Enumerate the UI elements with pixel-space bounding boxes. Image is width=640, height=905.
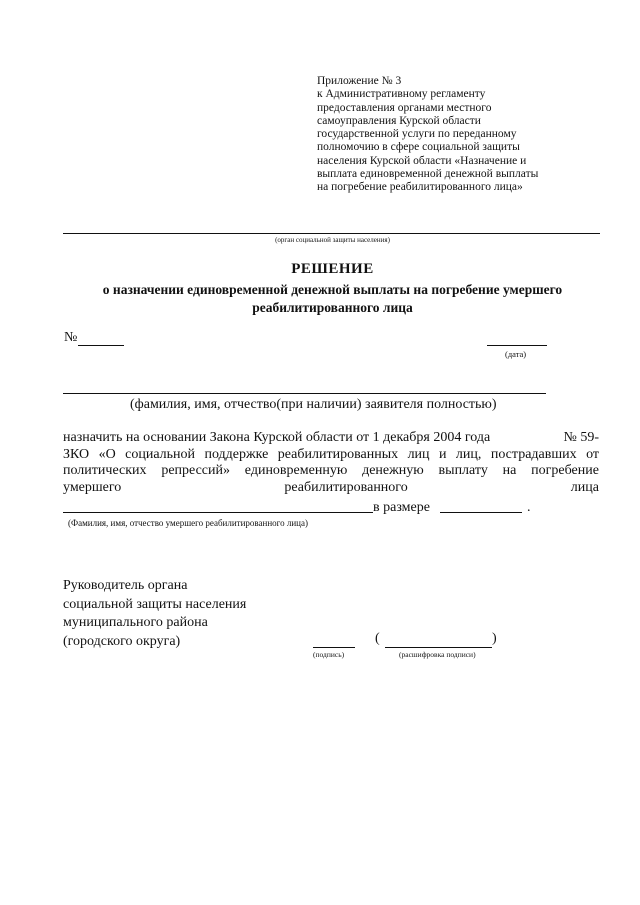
organ-caption: (орган социальной защиты населения) [275,236,390,244]
body-word: лица [570,479,599,495]
body-line-1 [63,430,599,447]
body-word: лиц [407,446,430,462]
body-word: умершего [63,479,122,495]
body-line-3 [63,463,599,480]
signature-field-line [313,647,355,648]
body-word: и [438,446,447,462]
body-word: денежную [362,463,424,478]
appendix-line: выплата единовременной денежной выплаты [317,168,539,181]
subtitle-line: о назначении единовременной денежной выплаты на погребение умершего [102,282,563,297]
number-field-line [78,345,124,346]
date-field-line [487,345,547,346]
appendix-line: Приложение № 3 [317,75,402,87]
body-word: от [586,446,599,462]
body-word: реабилитированного [284,479,408,495]
appendix-line: к Административному регламенту [317,88,486,101]
appendix-line: на погребение реабилитированного лица» [317,181,523,194]
organ-field-line [63,233,600,234]
signature-caption: (подпись) [313,650,345,659]
head-title-line: муниципального района [63,615,208,630]
head-title-line: социальной защиты населения [63,596,247,612]
body-line-4 [63,480,599,497]
body-word: на [502,463,517,478]
decode-paren-open: ( [375,631,380,646]
appendix-block [317,75,617,195]
document-subtitle [60,281,605,317]
amount-period: . [527,500,531,515]
body-word: пострадавших [490,446,577,462]
applicant-field-line [63,393,546,394]
body-word: «О [98,446,116,462]
head-title-line: Руководитель органа [63,578,188,593]
body-word: репрессий» [161,463,230,478]
appendix-line: государственной услуги по переданному [317,128,517,141]
body-word: политических [63,463,147,478]
body-word: реабилитированных [277,446,399,462]
head-title [63,577,246,651]
amount-label: в размере [373,500,430,515]
decode-field-line [385,647,492,648]
appendix-line: полномочию в сфере социальной защиты [317,141,520,154]
deceased-field-line [63,512,373,513]
body-word: единовременную [244,463,348,478]
appendix-line: населения Курской области «Назначение и [317,154,527,167]
applicant-caption: (фамилия, имя, отчество(при наличии) заявителя полностью) [130,397,497,412]
body-word: погребение [531,463,599,478]
date-caption: (дата) [505,349,527,359]
body-word: социальной [125,446,196,462]
number-label: № [64,330,78,345]
body-word: выплату [438,463,488,478]
body-line-2 [63,447,599,464]
decode-caption: (расшифровка подписи) [399,650,476,659]
appendix-line: самоуправления Курской области [317,114,481,127]
head-title-line: (городского округа) [63,633,181,649]
deceased-caption: (Фамилия, имя, отчество умершего реабилитированного лица) [68,518,308,528]
decision-body [63,430,599,496]
body-text: № 59- [563,430,599,445]
decode-paren-close: ) [492,631,497,646]
document-title: РЕШЕНИЕ [291,261,374,277]
subtitle-line: реабилитированного лица [252,300,413,315]
amount-field-line [440,512,522,513]
body-word: лиц, [455,446,482,462]
body-text: назначить на основании Закона Курской области от 1 декабря 2004 года [63,430,491,445]
body-word: ЗКО [63,446,90,462]
body-word: поддержке [204,446,269,462]
appendix-line: предоставления органами местного [317,101,492,114]
